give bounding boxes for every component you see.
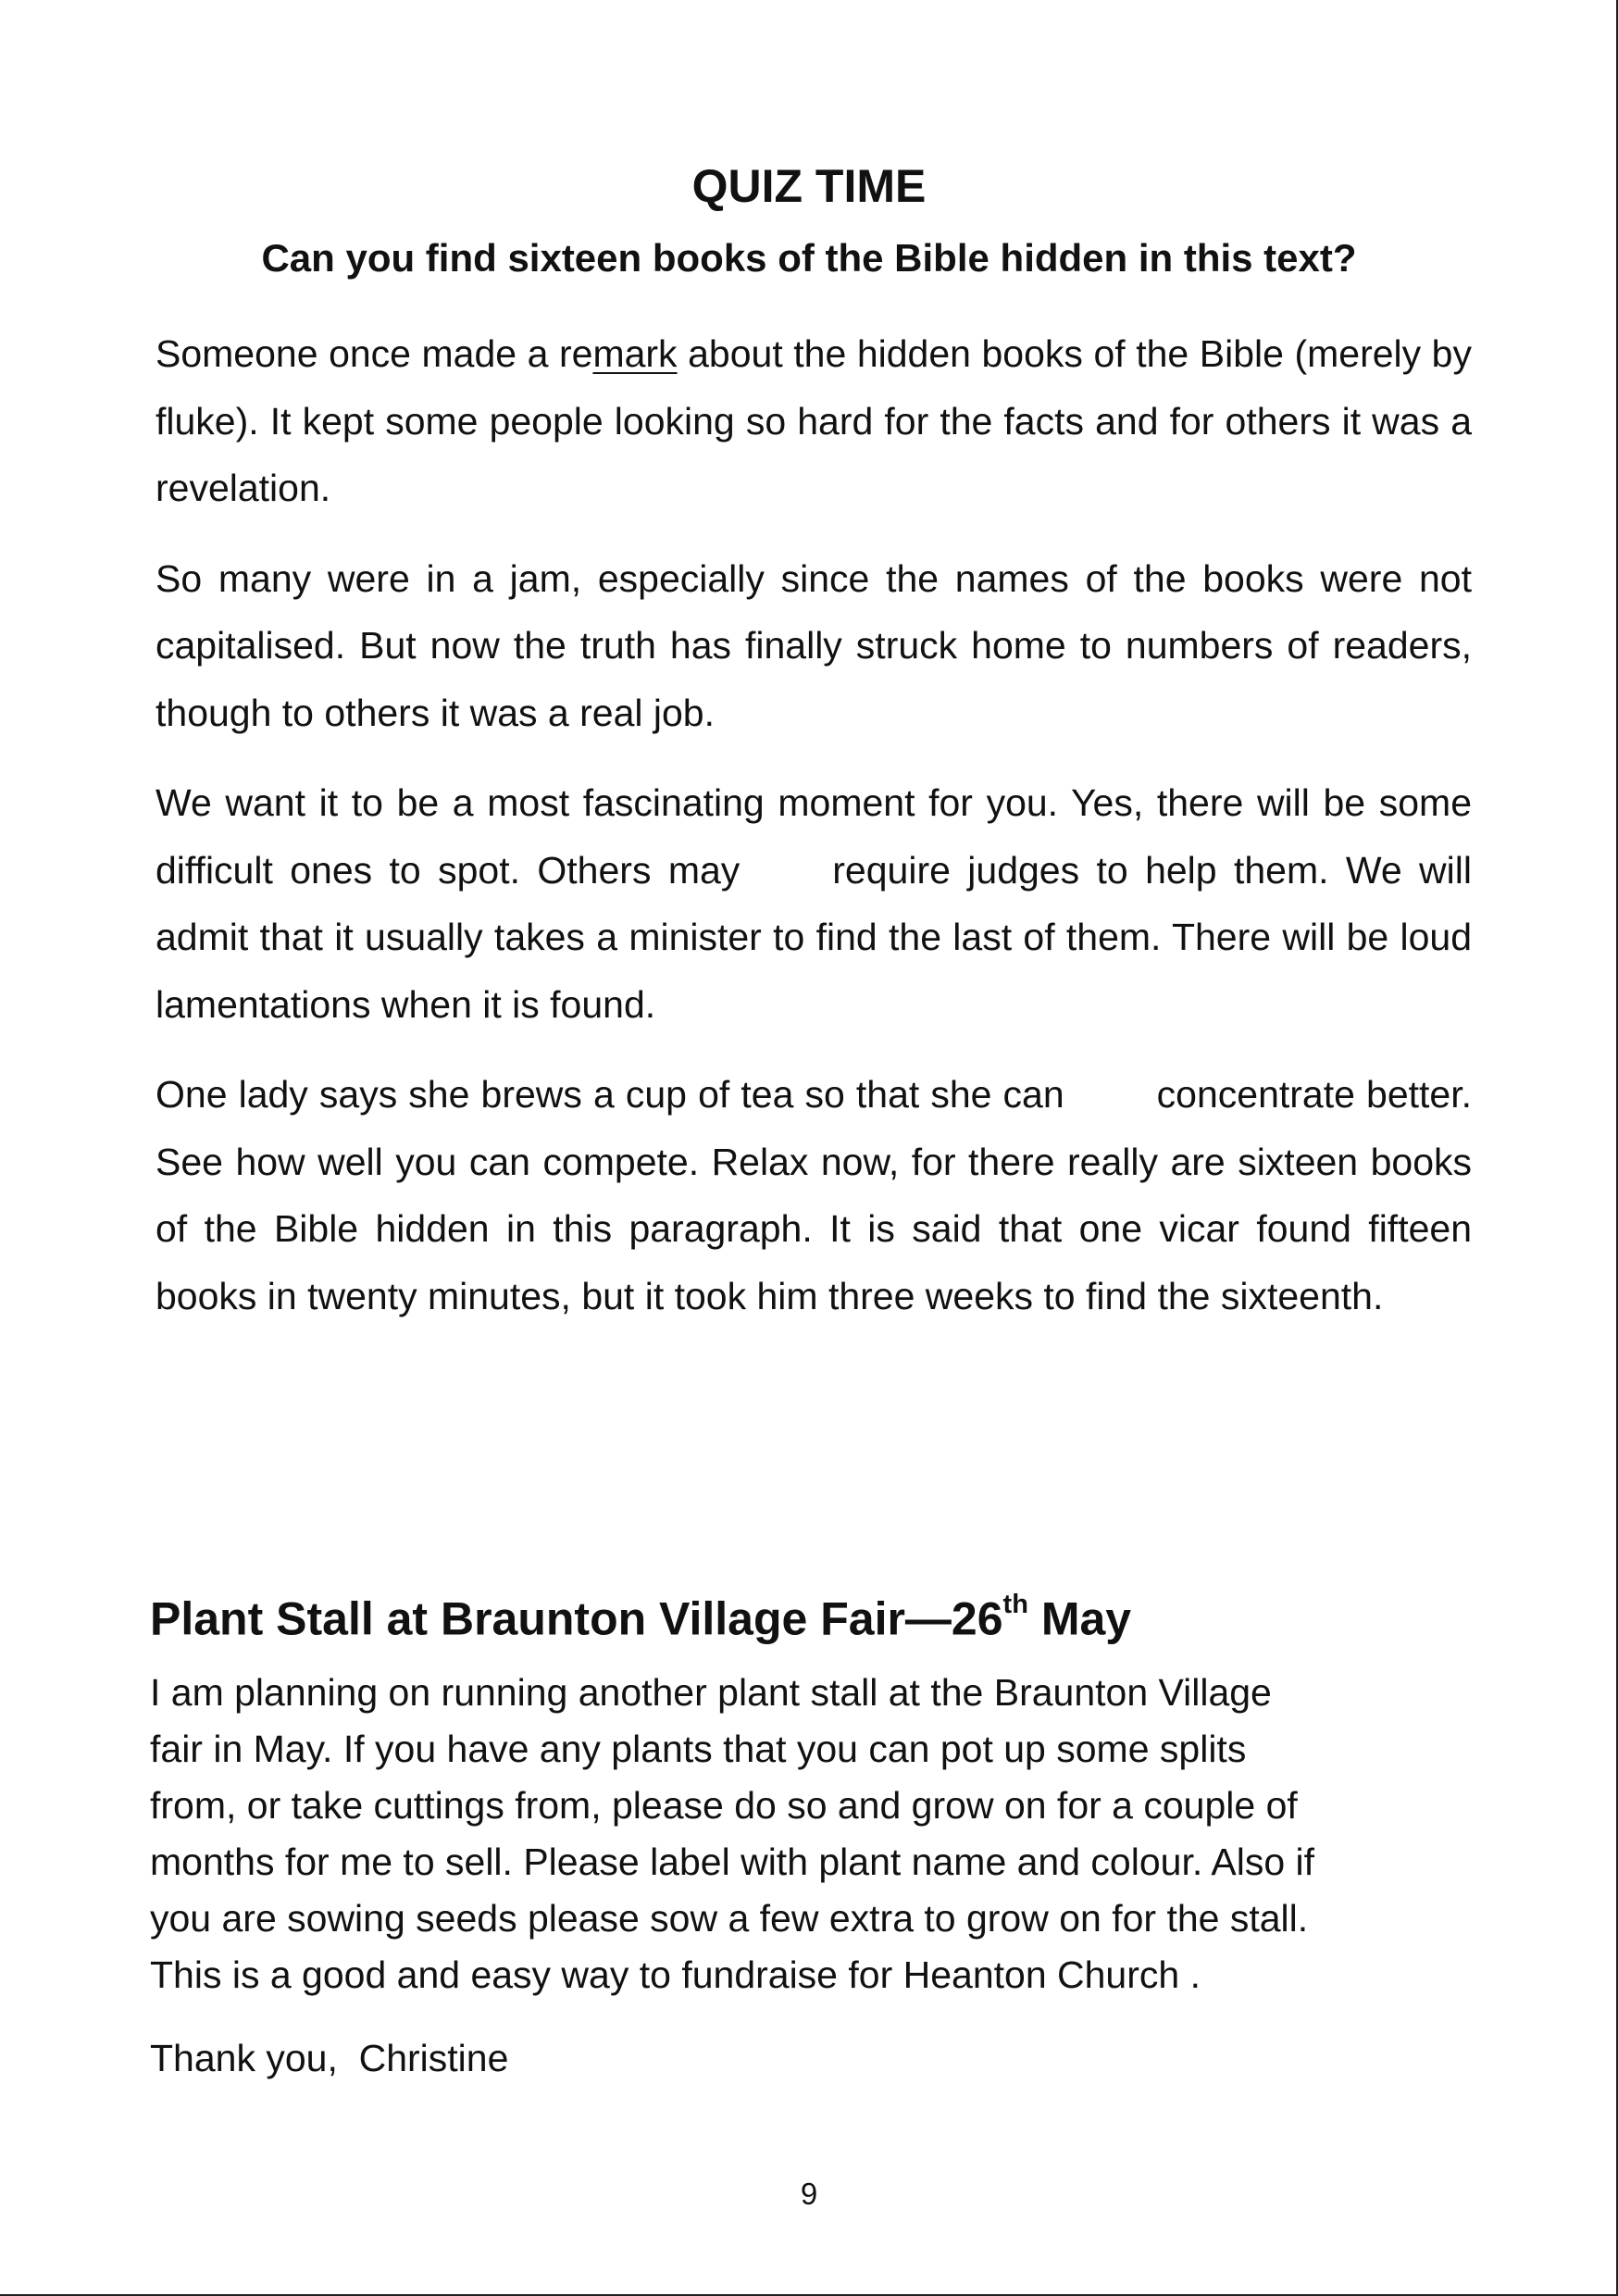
plant-stall-title-main: Plant Stall at Braunton Village Fair—26 (150, 1592, 1003, 1645)
plant-stall-line: This is a good and easy way to fundraise for Heanton Church . (150, 1953, 1201, 1996)
quiz-paragraph-2: So many were in a jam, especially since the names of the books were not capitalised. But now the truth has finally struck home to numbers of readers, though to others it was a real job. (156, 556, 1472, 734)
quiz-subtitle: Can you find sixteen books of the Bible hidden in this text? (261, 236, 1357, 280)
plant-stall-line: you are sowing seeds please sow a few extra to grow on for the stall. (150, 1897, 1309, 1940)
plant-stall-text (150, 1665, 1483, 2003)
quiz-title: QUIZ TIME (691, 160, 927, 212)
quiz-paragraph-1 (156, 320, 1472, 522)
quiz-paragraph-4-end: concentrate better. See how well you can compete. Relax now, for there really are sixteen books of the Bible hidden in this paragraph. It is said that one vicar found fifteen books in twenty minutes, but it took him three weeks to find the sixteenth. (156, 1073, 1472, 1317)
quiz-paragraph-1-start: Someone once made a re (156, 332, 593, 375)
quiz-paragraph-4-start: One lady says she brews a cup of tea so that she can (156, 1073, 1064, 1116)
quiz-paragraph-3-start: We want it to be a most fascinating moment for you. Yes, there will be some difficult ones to spot. Others may (156, 781, 1472, 892)
quiz-paragraph-4 (156, 1061, 1472, 1329)
quiz-paragraph-1-end: about the hidden books of the Bible (merely by fluke). It kept some people looking so hard for the facts and for others it was a revelation. (156, 332, 1472, 509)
plant-stall-paragraph (150, 1665, 1483, 2003)
quiz-paragraph-3 (156, 769, 1472, 1038)
plant-stall-line: from, or take cuttings from, please do so and grow on for a couple of (150, 1784, 1298, 1827)
plant-stall-line: fair in May. If you have any plants that you can pot up some splits (150, 1728, 1247, 1770)
plant-stall-title-month: May (1027, 1592, 1132, 1645)
plant-stall-line: I am planning on running another plant stall at the Braunton Village (150, 1671, 1272, 1714)
plant-stall-title-ordinal: th (1002, 1590, 1028, 1619)
quiz-text (156, 320, 1472, 1353)
underlined-word: mark (592, 332, 678, 375)
plant-stall-title (150, 1578, 1131, 1652)
quiz-paragraph-3-end: require judges to help them. We will admit that it usually takes a minister to find the last of them. There will be loud lamentations when it is found. (156, 848, 1472, 1026)
plant-stall-line: months for me to sell. Please label with plant name and colour. Also if (150, 1841, 1315, 1883)
page-number: 9 (800, 2177, 818, 2211)
signoff: Thank you, Christine (150, 2037, 509, 2079)
